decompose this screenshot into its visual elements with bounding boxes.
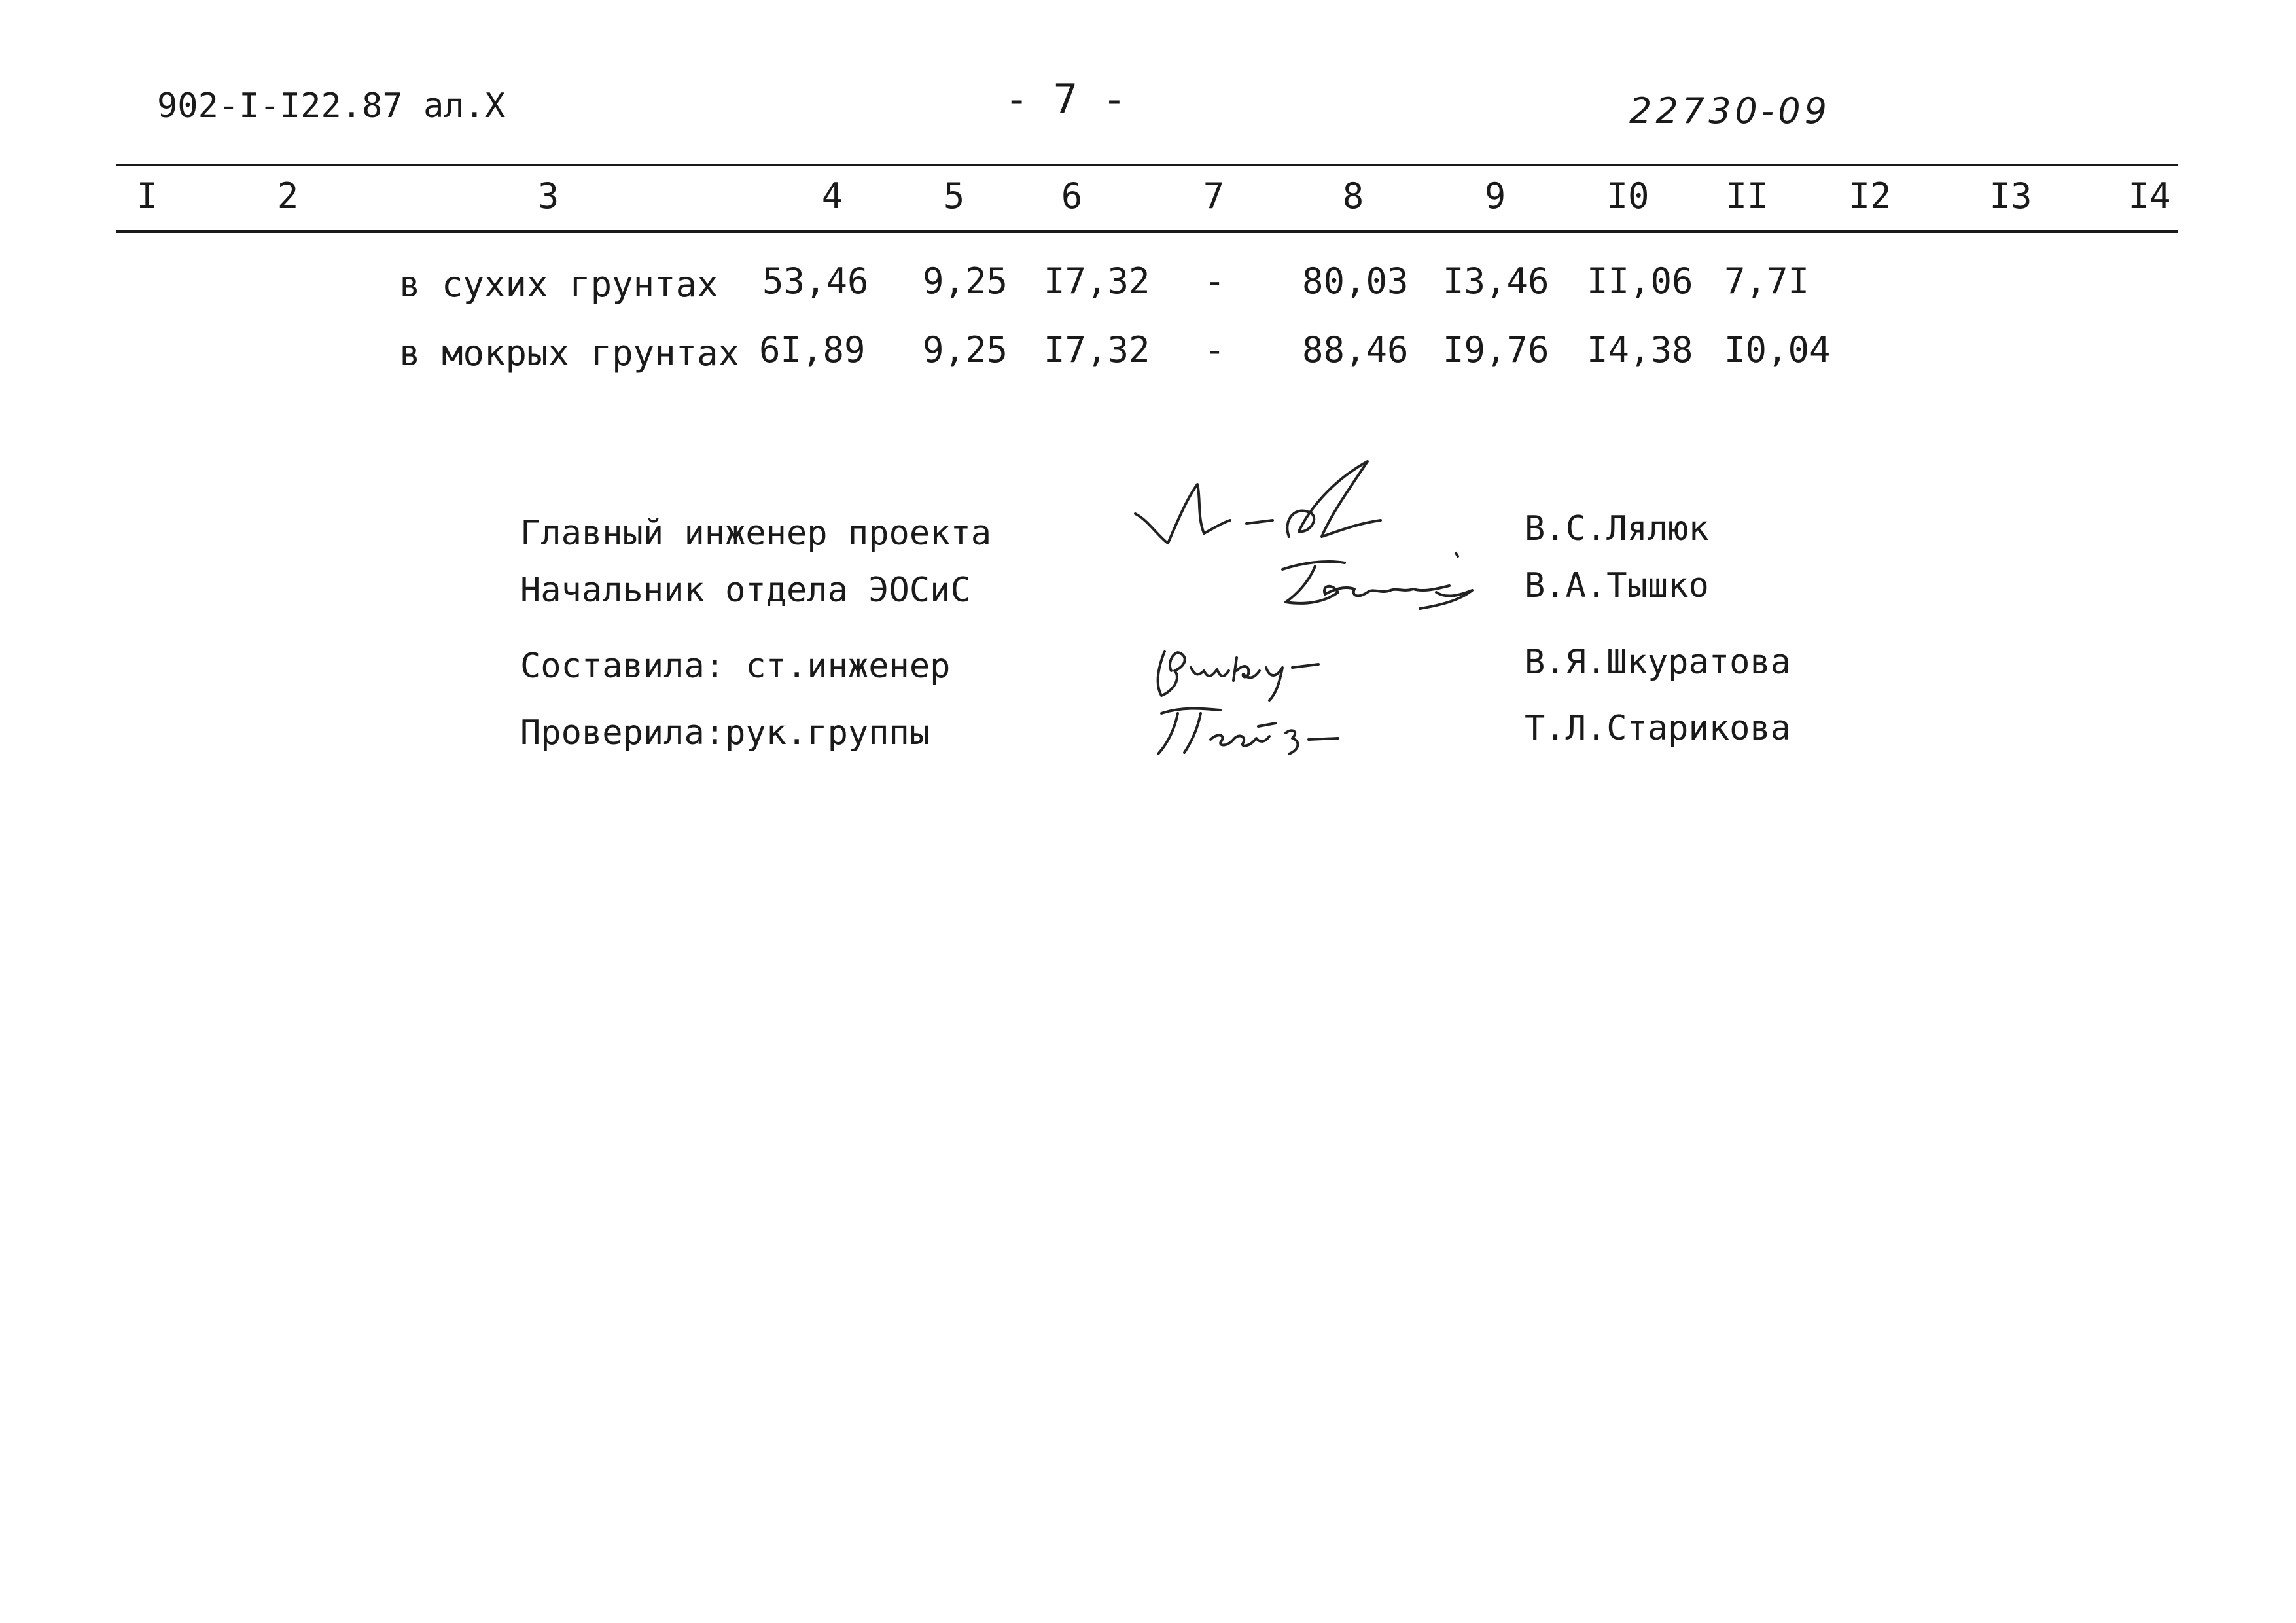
column-header-14: I4	[2128, 175, 2171, 217]
signature-name: Т.Л.Старикова	[1525, 709, 1791, 748]
cell-col-7: -	[1204, 329, 1226, 370]
cell-col-6: I7,32	[1044, 260, 1150, 302]
signature-name: В.Я.Шкуратова	[1525, 643, 1791, 682]
cell-col-4: 6I,89	[759, 329, 866, 370]
column-header-4: 4	[821, 175, 843, 217]
cell-col-6: I7,32	[1044, 329, 1150, 370]
table-top-rule	[116, 164, 2178, 166]
signature-role: Главный инженер проекта	[520, 514, 992, 553]
column-header-8: 8	[1342, 175, 1364, 217]
column-header-6: 6	[1061, 175, 1083, 217]
handwritten-signature-3	[1152, 638, 1348, 704]
column-header-9: 9	[1484, 175, 1506, 217]
cell-col-4: 53,46	[762, 260, 869, 302]
page-number: - 7 -	[1004, 75, 1127, 123]
column-header-5: 5	[943, 175, 965, 217]
signature-role: Начальник отдела ЭОСиС	[520, 571, 971, 610]
column-header-11: II	[1725, 175, 1769, 217]
cell-col-8: 88,46	[1302, 329, 1409, 370]
column-header-12: I2	[1848, 175, 1892, 217]
archive-number: 22730-09	[1629, 90, 1831, 132]
cell-col-9: I9,76	[1443, 329, 1549, 370]
cell-col-5: 9,25	[923, 329, 1008, 370]
row-label: в сухих грунтах	[399, 264, 718, 305]
column-header-10: I0	[1606, 175, 1650, 217]
column-header-7: 7	[1203, 175, 1225, 217]
cell-col-10: I4,38	[1587, 329, 1693, 370]
cell-col-10: II,06	[1587, 260, 1693, 302]
cell-col-8: 80,03	[1302, 260, 1409, 302]
cell-col-11: 7,7I	[1724, 260, 1810, 302]
table-header-rule	[116, 230, 2178, 233]
column-header-2: 2	[277, 175, 299, 217]
handwritten-signature-4	[1148, 700, 1345, 762]
cell-col-5: 9,25	[923, 260, 1008, 302]
cell-col-9: I3,46	[1443, 260, 1549, 302]
row-label: в мокрых грунтах	[399, 332, 740, 374]
document-code: 902-I-I22.87 ал.Х	[157, 86, 506, 126]
handwritten-signature-2	[1276, 543, 1485, 618]
signature-role: Составила: ст.инженер	[520, 647, 951, 686]
column-header-1: I	[136, 175, 158, 217]
signature-name: В.С.Лялюк	[1525, 509, 1709, 548]
column-header-13: I3	[1989, 175, 2032, 217]
signature-role: Проверила:рук.группы	[520, 713, 930, 753]
handwritten-signature-1	[1132, 458, 1413, 556]
cell-col-11: I0,04	[1724, 329, 1831, 370]
signature-name: В.А.Тышко	[1525, 566, 1709, 605]
column-header-3: 3	[537, 175, 559, 217]
cell-col-7: -	[1204, 260, 1226, 302]
